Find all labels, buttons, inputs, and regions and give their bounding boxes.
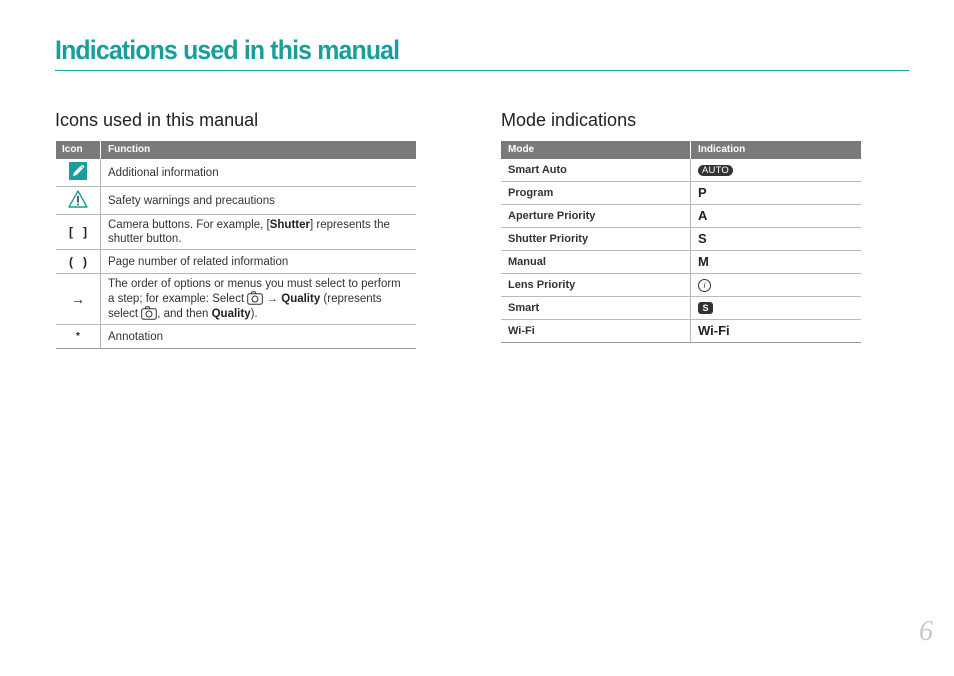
arrow-symbol: → — [56, 274, 101, 325]
function-bold-text: Quality — [211, 308, 251, 320]
brackets-symbol: [ ] — [56, 215, 101, 250]
note-icon — [69, 162, 87, 180]
function-text: → — [263, 293, 282, 305]
table-row — [501, 205, 861, 228]
mode-column-header: Mode — [501, 141, 691, 159]
function-cell: Safety warnings and precautions — [101, 187, 417, 215]
function-cell: Additional information — [101, 159, 417, 187]
mode-name: Manual — [501, 251, 691, 274]
indication-cell — [691, 251, 862, 274]
function-cell — [101, 215, 417, 250]
table-row — [501, 274, 861, 297]
function-text: ] represents the shutter button. — [108, 219, 390, 245]
mode-name: Wi-Fi — [501, 320, 691, 343]
indication-column-header: Indication — [691, 141, 862, 159]
mode-name: Shutter Priority — [501, 228, 691, 251]
mode-name: Aperture Priority — [501, 205, 691, 228]
table-row — [501, 159, 861, 182]
table-row — [501, 297, 861, 320]
asterisk-symbol: * — [56, 325, 101, 349]
mode-name: Smart — [501, 297, 691, 320]
table-row — [56, 250, 416, 274]
indication-cell — [691, 205, 862, 228]
function-cell — [101, 274, 417, 325]
function-cell: Page number of related information — [101, 250, 417, 274]
indication-cell — [691, 159, 862, 182]
indication-cell — [691, 297, 862, 320]
page-number: 6 — [919, 616, 933, 647]
shutter-priority-icon: S — [698, 230, 707, 246]
wifi-icon: Wi-Fi — [698, 322, 730, 338]
table-row — [56, 274, 416, 325]
function-text: The order of options or menus you must select to perform a step; for example: Select — [108, 278, 401, 305]
modes-table-header — [501, 141, 861, 159]
icon-cell — [56, 187, 101, 215]
manual-icon: M — [698, 253, 709, 269]
mode-name: Program — [501, 182, 691, 205]
mode-name: Smart Auto — [501, 159, 691, 182]
mode-name: Lens Priority — [501, 274, 691, 297]
function-text: Camera buttons. For example, [ — [108, 219, 270, 231]
modes-section-title: Mode indications — [501, 110, 637, 130]
smart-auto-icon: AUTO — [698, 165, 733, 176]
table-row — [56, 159, 416, 187]
warning-icon — [68, 190, 88, 208]
page-title: Indications used in this manual — [55, 35, 400, 65]
function-text: (represents select — [108, 293, 382, 320]
function-text: ). — [250, 308, 258, 320]
icon-column-header: Icon — [56, 141, 101, 159]
function-column-header: Function — [101, 141, 417, 159]
icons-section-title: Icons used in this manual — [55, 110, 259, 130]
lens-priority-icon: i — [698, 279, 711, 292]
aperture-priority-icon: A — [698, 207, 708, 223]
title-rule — [55, 70, 909, 71]
table-row — [56, 325, 416, 349]
camera-icon — [247, 291, 263, 305]
icons-table — [56, 141, 416, 349]
table-row — [501, 182, 861, 205]
table-row — [56, 215, 416, 250]
table-row — [501, 228, 861, 251]
program-icon: P — [698, 184, 707, 200]
table-row — [56, 187, 416, 215]
indication-cell — [691, 320, 862, 343]
function-bold-text: Shutter — [269, 219, 310, 231]
indication-cell — [691, 274, 862, 297]
indication-cell — [691, 228, 862, 251]
smart-icon: S — [698, 302, 713, 314]
function-text: , and then — [157, 308, 212, 320]
table-row — [501, 251, 861, 274]
modes-table — [501, 141, 861, 343]
function-cell: Annotation — [101, 325, 417, 349]
parentheses-symbol: ( ) — [56, 250, 101, 274]
camera-icon — [141, 306, 157, 320]
indication-cell — [691, 182, 862, 205]
icons-table-header — [56, 141, 416, 159]
icon-cell — [56, 159, 101, 187]
table-row — [501, 320, 861, 343]
function-bold-text: Quality — [281, 293, 321, 305]
